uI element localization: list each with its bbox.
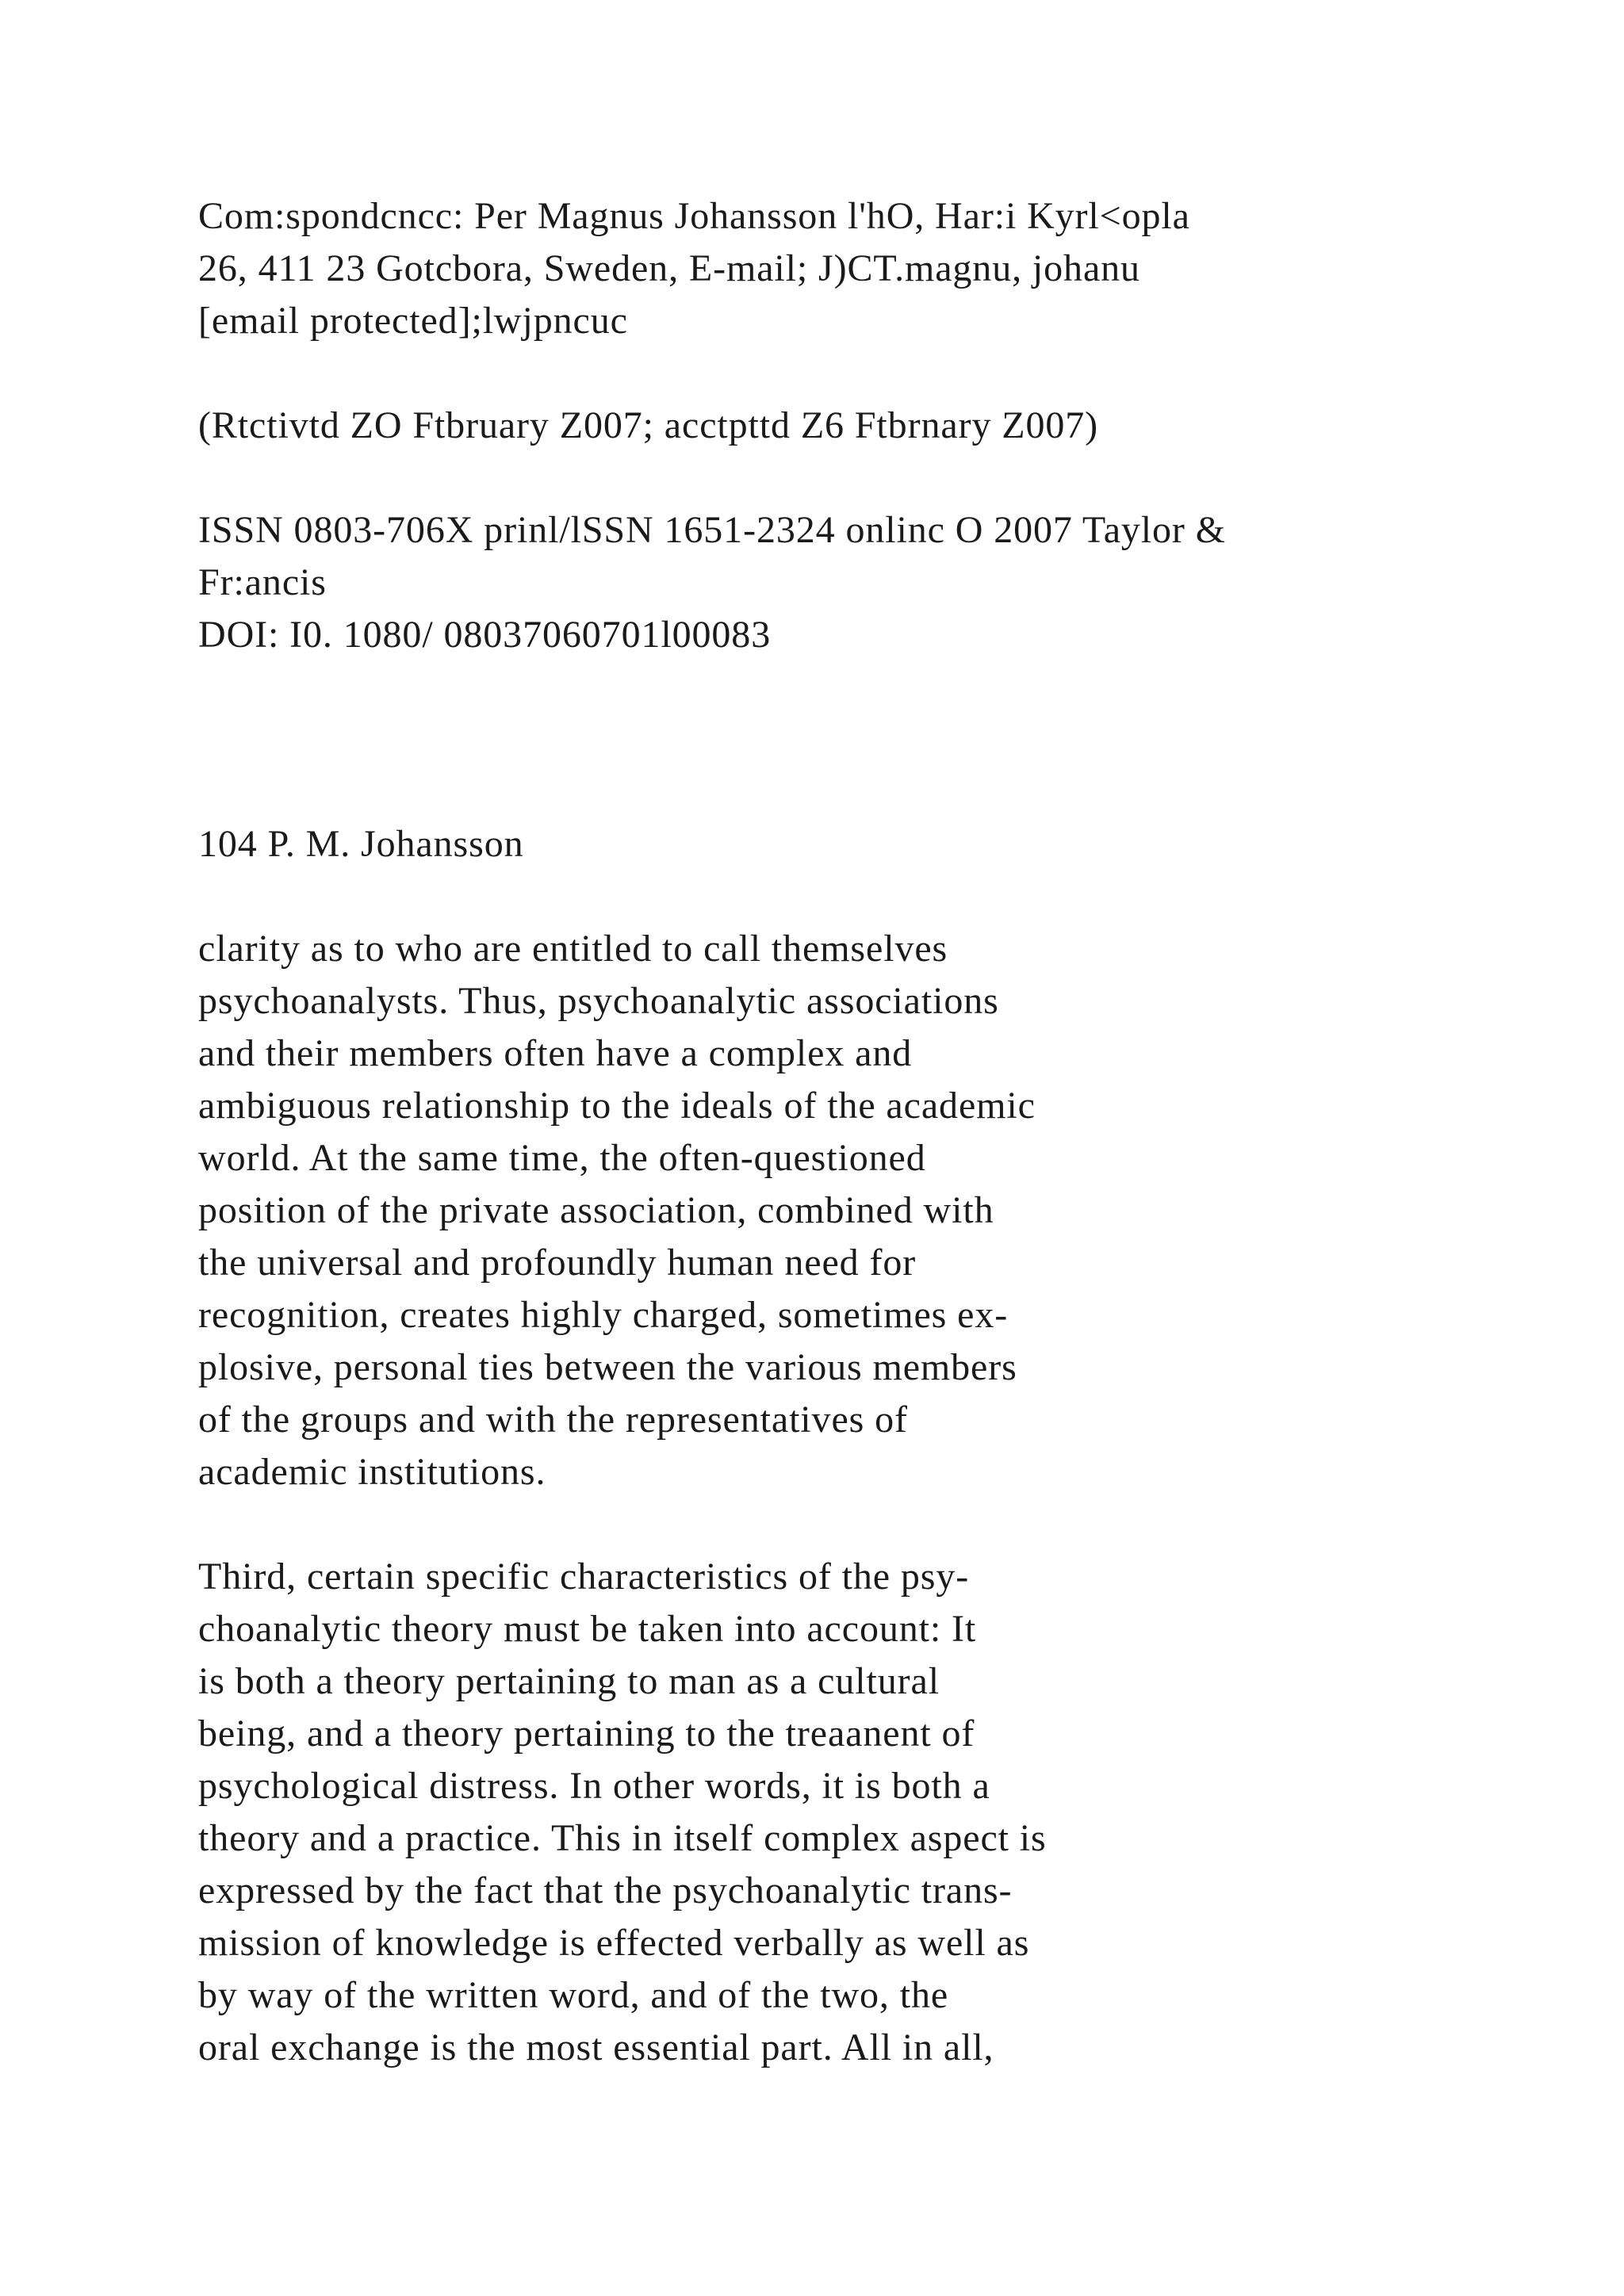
paragraph-line: world. At the same time, the often-questioned: [198, 1137, 926, 1179]
running-head-text: 104 P. M. Johansson: [198, 823, 524, 865]
paragraph-line: academic institutions.: [198, 1451, 546, 1493]
received-line: (Rtctivtd ZO Ftbruary Z007; acctpttd Z6 Ftbrnary Z007): [198, 404, 1099, 446]
paragraph-line: psychoanalysts. Thus, psychoanalytic associations: [198, 980, 999, 1022]
paragraph-1: [198, 923, 1483, 1498]
paragraph-line: position of the private association, combined with: [198, 1189, 994, 1231]
paragraph-line: Third, certain specific characteristics of the psy-: [198, 1556, 970, 1598]
paragraph-line: being, and a theory pertaining to the treaanent of: [198, 1712, 975, 1755]
paragraph-line: the universal and profoundly human need for: [198, 1242, 917, 1284]
paragraph-line: clarity as to who are entitled to call themselves: [198, 928, 948, 970]
paragraph-line: by way of the written word, and of the two, the: [198, 1974, 949, 2016]
paragraph-line: theory and a practice. This in itself complex aspect is: [198, 1817, 1047, 1859]
paragraph-line: and their members often have a complex and: [198, 1032, 913, 1074]
correspondence-line: Com:spondcncc: Per Magnus Johansson l'hO, Har:i Kyrl<opla: [198, 195, 1190, 237]
paragraph-line: recognition, creates highly charged, sometimes ex-: [198, 1294, 1009, 1336]
doi-line: DOI: I0. 1080/ 08037060701l00083: [198, 614, 772, 656]
paragraph-line: mission of knowledge is effected verbally as well as: [198, 1922, 1030, 1964]
paragraph-2: [198, 1551, 1483, 2074]
correspondence-block: [198, 190, 1483, 347]
document-page: [198, 190, 1483, 2074]
paragraph-line: expressed by the fact that the psychoanalytic trans-: [198, 1869, 1013, 1911]
running-head: [198, 818, 1483, 871]
paragraph-line: is both a theory pertaining to man as a cultural: [198, 1660, 940, 1702]
paragraph-line: oral exchange is the most essential part. All in all,: [198, 2026, 994, 2068]
correspondence-line: [email protected];lwjpncuc: [198, 300, 628, 342]
correspondence-line: 26, 411 23 Gotcbora, Sweden, E-mail; J)CT.magnu, johanu: [198, 247, 1140, 289]
paragraph-line: of the groups and with the representatives of: [198, 1399, 908, 1441]
paragraph-line: plosive, personal ties between the various members: [198, 1346, 1017, 1388]
paragraph-line: choanalytic theory must be taken into account: It: [198, 1608, 977, 1650]
issn-line: ISSN 0803-706X prinl/lSSN 1651-2324 onlinc O 2007 Taylor &: [198, 509, 1226, 551]
paragraph-line: psychological distress. In other words, it is both a: [198, 1765, 990, 1807]
received-accepted-dates: [198, 400, 1483, 452]
paragraph-line: ambiguous relationship to the ideals of the academic: [198, 1085, 1036, 1127]
issn-block: [198, 504, 1483, 661]
issn-line: Fr:ancis: [198, 561, 327, 603]
